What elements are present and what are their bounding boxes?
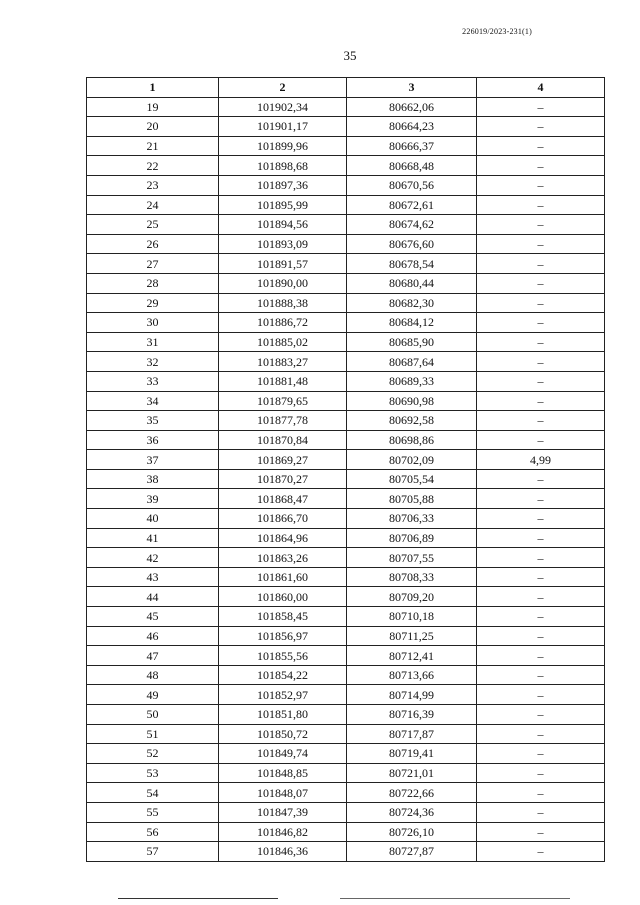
table-cell-col-4: –	[477, 548, 605, 568]
table-row	[87, 175, 605, 195]
table-cell-col-1: 38	[87, 469, 219, 489]
table-cell-col-2: 101890,00	[219, 273, 347, 293]
table-cell-col-4: –	[477, 430, 605, 450]
table-cell-col-1: 21	[87, 136, 219, 156]
table-row	[87, 626, 605, 646]
table-cell-col-1: 35	[87, 411, 219, 431]
table-cell-col-2: 101901,17	[219, 117, 347, 137]
table-cell-col-3: 80687,64	[347, 352, 477, 372]
table-row	[87, 254, 605, 274]
table-cell-col-3: 80709,20	[347, 587, 477, 607]
table-cell-col-2: 101898,68	[219, 156, 347, 176]
table-row	[87, 567, 605, 587]
table-cell-col-4: –	[477, 842, 605, 862]
table-cell-col-1: 28	[87, 273, 219, 293]
column-header-4: 4	[477, 78, 605, 98]
table-row	[87, 802, 605, 822]
table-cell-col-3: 80666,37	[347, 136, 477, 156]
table-cell-col-3: 80668,48	[347, 156, 477, 176]
table-row	[87, 234, 605, 254]
table-cell-col-1: 50	[87, 705, 219, 725]
page-number: 35	[343, 48, 357, 63]
table-cell-col-1: 32	[87, 352, 219, 372]
table-row	[87, 842, 605, 862]
table-cell-col-3: 80716,39	[347, 705, 477, 725]
table-cell-col-1: 20	[87, 117, 219, 137]
column-header-1: 1	[87, 78, 219, 98]
table-cell-col-3: 80711,25	[347, 626, 477, 646]
table-cell-col-2: 101886,72	[219, 313, 347, 333]
table-cell-col-3: 80717,87	[347, 724, 477, 744]
table-cell-col-4: –	[477, 234, 605, 254]
table-row	[87, 136, 605, 156]
table-row	[87, 528, 605, 548]
table-row	[87, 607, 605, 627]
table-cell-col-4: –	[477, 332, 605, 352]
table-row	[87, 763, 605, 783]
table-cell-col-1: 24	[87, 195, 219, 215]
table-cell-col-2: 101885,02	[219, 332, 347, 352]
table-cell-col-4: –	[477, 175, 605, 195]
table-cell-col-2: 101856,97	[219, 626, 347, 646]
table-cell-col-2: 101847,39	[219, 802, 347, 822]
table-cell-col-1: 25	[87, 215, 219, 235]
table-cell-col-2: 101883,27	[219, 352, 347, 372]
table-cell-col-3: 80692,58	[347, 411, 477, 431]
table-cell-col-4: –	[477, 587, 605, 607]
table-cell-col-4: –	[477, 567, 605, 587]
table-row	[87, 744, 605, 764]
table-cell-col-4: –	[477, 528, 605, 548]
table-cell-col-1: 31	[87, 332, 219, 352]
table-cell-col-3: 80705,88	[347, 489, 477, 509]
table-cell-col-3: 80712,41	[347, 646, 477, 666]
table-cell-col-4: –	[477, 607, 605, 627]
table-cell-col-4: –	[477, 685, 605, 705]
table-cell-col-4: –	[477, 215, 605, 235]
table-cell-col-1: 23	[87, 175, 219, 195]
table-cell-col-1: 29	[87, 293, 219, 313]
table-row	[87, 97, 605, 117]
table-cell-col-4: –	[477, 313, 605, 333]
table-cell-col-2: 101897,36	[219, 175, 347, 195]
table-cell-col-1: 43	[87, 567, 219, 587]
table-cell-col-1: 54	[87, 783, 219, 803]
table-cell-col-2: 101902,34	[219, 97, 347, 117]
table-cell-col-1: 42	[87, 548, 219, 568]
table-cell-col-4: –	[477, 489, 605, 509]
table-cell-col-1: 22	[87, 156, 219, 176]
table-cell-col-3: 80690,98	[347, 391, 477, 411]
table-cell-col-2: 101881,48	[219, 371, 347, 391]
table-cell-col-1: 52	[87, 744, 219, 764]
table-cell-col-2: 101852,97	[219, 685, 347, 705]
table-cell-col-4: –	[477, 254, 605, 274]
table-row	[87, 665, 605, 685]
table-cell-col-1: 34	[87, 391, 219, 411]
document-id: 226019/2023-231(1)	[462, 27, 532, 36]
table-cell-col-3: 80722,66	[347, 783, 477, 803]
table-row	[87, 705, 605, 725]
table-cell-col-2: 101894,56	[219, 215, 347, 235]
table-cell-col-2: 101854,22	[219, 665, 347, 685]
table-cell-col-3: 80685,90	[347, 332, 477, 352]
table-row	[87, 587, 605, 607]
table-cell-col-2: 101863,26	[219, 548, 347, 568]
table-row	[87, 685, 605, 705]
table-row	[87, 352, 605, 372]
table-cell-col-1: 47	[87, 646, 219, 666]
table-cell-col-3: 80713,66	[347, 665, 477, 685]
coordinates-table	[86, 77, 605, 862]
column-header-2: 2	[219, 78, 347, 98]
table-cell-col-2: 101868,47	[219, 489, 347, 509]
table-cell-col-4: –	[477, 724, 605, 744]
table-cell-col-4: –	[477, 156, 605, 176]
table-cell-col-1: 46	[87, 626, 219, 646]
table-cell-col-3: 80678,54	[347, 254, 477, 274]
table-cell-col-1: 19	[87, 97, 219, 117]
table-cell-col-4: 4,99	[477, 450, 605, 470]
table-cell-col-2: 101864,96	[219, 528, 347, 548]
table-cell-col-3: 80684,12	[347, 313, 477, 333]
table-cell-col-3: 80714,99	[347, 685, 477, 705]
table-row	[87, 646, 605, 666]
table-cell-col-3: 80721,01	[347, 763, 477, 783]
table-cell-col-1: 57	[87, 842, 219, 862]
table-cell-col-1: 48	[87, 665, 219, 685]
table-cell-col-2: 101870,27	[219, 469, 347, 489]
table-cell-col-2: 101858,45	[219, 607, 347, 627]
table-cell-col-1: 53	[87, 763, 219, 783]
table-row	[87, 195, 605, 215]
table-cell-col-3: 80670,56	[347, 175, 477, 195]
table-cell-col-2: 101855,56	[219, 646, 347, 666]
table-cell-col-1: 41	[87, 528, 219, 548]
table-cell-col-2: 101869,27	[219, 450, 347, 470]
table-cell-col-2: 101846,82	[219, 822, 347, 842]
table-cell-col-2: 101888,38	[219, 293, 347, 313]
table-cell-col-3: 80682,30	[347, 293, 477, 313]
table-header-row	[87, 78, 605, 98]
table-row	[87, 548, 605, 568]
table-cell-col-2: 101846,36	[219, 842, 347, 862]
table-cell-col-2: 101899,96	[219, 136, 347, 156]
table-cell-col-2: 101848,07	[219, 783, 347, 803]
table-row	[87, 509, 605, 529]
table-cell-col-3: 80708,33	[347, 567, 477, 587]
table-cell-col-2: 101895,99	[219, 195, 347, 215]
table-cell-col-1: 33	[87, 371, 219, 391]
table-cell-col-1: 39	[87, 489, 219, 509]
table-row	[87, 469, 605, 489]
table-cell-col-3: 80689,33	[347, 371, 477, 391]
table-cell-col-4: –	[477, 371, 605, 391]
table-row	[87, 430, 605, 450]
table-cell-col-3: 80724,36	[347, 802, 477, 822]
table-cell-col-2: 101850,72	[219, 724, 347, 744]
table-row	[87, 411, 605, 431]
table-cell-col-2: 101848,85	[219, 763, 347, 783]
table-cell-col-4: –	[477, 646, 605, 666]
column-header-3: 3	[347, 78, 477, 98]
table-cell-col-4: –	[477, 763, 605, 783]
table-row	[87, 332, 605, 352]
table-cell-col-3: 80710,18	[347, 607, 477, 627]
table-cell-col-4: –	[477, 665, 605, 685]
table-cell-col-3: 80672,61	[347, 195, 477, 215]
table-cell-col-3: 80664,23	[347, 117, 477, 137]
table-row	[87, 783, 605, 803]
table-cell-col-3: 80706,89	[347, 528, 477, 548]
table-cell-col-1: 30	[87, 313, 219, 333]
table-cell-col-4: –	[477, 802, 605, 822]
table-cell-col-2: 101866,70	[219, 509, 347, 529]
table-cell-col-3: 80719,41	[347, 744, 477, 764]
table-cell-col-2: 101849,74	[219, 744, 347, 764]
table-cell-col-4: –	[477, 626, 605, 646]
table-cell-col-3: 80706,33	[347, 509, 477, 529]
table-row	[87, 450, 605, 470]
table-body	[87, 97, 605, 861]
table-cell-col-4: –	[477, 117, 605, 137]
table-cell-col-3: 80680,44	[347, 273, 477, 293]
table-cell-col-4: –	[477, 391, 605, 411]
table-cell-col-4: –	[477, 352, 605, 372]
table-cell-col-2: 101861,60	[219, 567, 347, 587]
table-cell-col-3: 80702,09	[347, 450, 477, 470]
table-cell-col-3: 80726,10	[347, 822, 477, 842]
footer-line-right	[340, 898, 570, 899]
table-cell-col-3: 80727,87	[347, 842, 477, 862]
table-cell-col-1: 45	[87, 607, 219, 627]
table-cell-col-1: 26	[87, 234, 219, 254]
table-cell-col-1: 56	[87, 822, 219, 842]
table-cell-col-3: 80698,86	[347, 430, 477, 450]
table-cell-col-4: –	[477, 509, 605, 529]
table-cell-col-3: 80674,62	[347, 215, 477, 235]
table-cell-col-4: –	[477, 293, 605, 313]
table-row	[87, 371, 605, 391]
table-cell-col-2: 101893,09	[219, 234, 347, 254]
table-cell-col-3: 80676,60	[347, 234, 477, 254]
table-cell-col-1: 40	[87, 509, 219, 529]
table-cell-col-2: 101877,78	[219, 411, 347, 431]
table-row	[87, 391, 605, 411]
table-cell-col-3: 80662,06	[347, 97, 477, 117]
table-cell-col-4: –	[477, 783, 605, 803]
table-cell-col-1: 55	[87, 802, 219, 822]
table-cell-col-1: 36	[87, 430, 219, 450]
table-cell-col-4: –	[477, 273, 605, 293]
table-cell-col-4: –	[477, 705, 605, 725]
table-cell-col-4: –	[477, 136, 605, 156]
footer-line-left	[118, 898, 278, 899]
table-cell-col-4: –	[477, 195, 605, 215]
table-row	[87, 489, 605, 509]
table-cell-col-1: 37	[87, 450, 219, 470]
table-cell-col-4: –	[477, 744, 605, 764]
table-row	[87, 724, 605, 744]
table-row	[87, 273, 605, 293]
table-cell-col-2: 101851,80	[219, 705, 347, 725]
table-cell-col-2: 101860,00	[219, 587, 347, 607]
table-row	[87, 117, 605, 137]
table-row	[87, 822, 605, 842]
table-cell-col-2: 101891,57	[219, 254, 347, 274]
table-cell-col-4: –	[477, 469, 605, 489]
table-row	[87, 293, 605, 313]
table-cell-col-4: –	[477, 411, 605, 431]
table-cell-col-3: 80705,54	[347, 469, 477, 489]
table-cell-col-2: 101870,84	[219, 430, 347, 450]
table-cell-col-1: 51	[87, 724, 219, 744]
table-cell-col-4: –	[477, 822, 605, 842]
table-cell-col-1: 44	[87, 587, 219, 607]
table-cell-col-3: 80707,55	[347, 548, 477, 568]
table-row	[87, 313, 605, 333]
table-row	[87, 215, 605, 235]
table-cell-col-1: 27	[87, 254, 219, 274]
table-row	[87, 156, 605, 176]
table-cell-col-2: 101879,65	[219, 391, 347, 411]
table-cell-col-4: –	[477, 97, 605, 117]
table-cell-col-1: 49	[87, 685, 219, 705]
